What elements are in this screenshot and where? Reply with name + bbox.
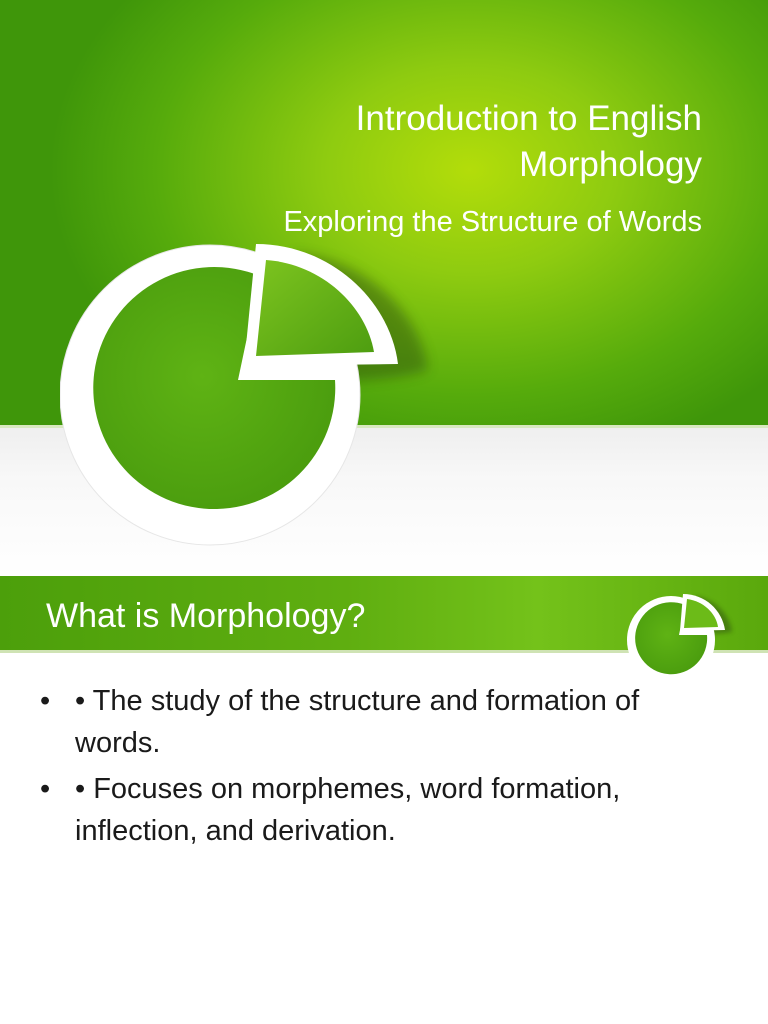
list-item bbox=[40, 680, 730, 764]
slide-subtitle: Exploring the Structure of Words bbox=[283, 206, 702, 238]
bullet-list bbox=[40, 680, 730, 856]
pie-chart-icon bbox=[60, 230, 440, 560]
pie-chart-icon bbox=[626, 590, 738, 688]
bullet-text: • Focuses on morphemes, word formation, inflection, and derivation. bbox=[75, 773, 621, 847]
bullet-marker: • bbox=[40, 773, 51, 805]
slide-title: Introduction to English Morphology bbox=[355, 99, 702, 184]
slide-title: What is Morphology? bbox=[46, 597, 366, 635]
bullet-text: • The study of the structure and formation of words. bbox=[75, 685, 640, 759]
content-slide bbox=[0, 576, 768, 1024]
list-item bbox=[40, 768, 730, 852]
bullet-marker: • bbox=[40, 685, 51, 717]
